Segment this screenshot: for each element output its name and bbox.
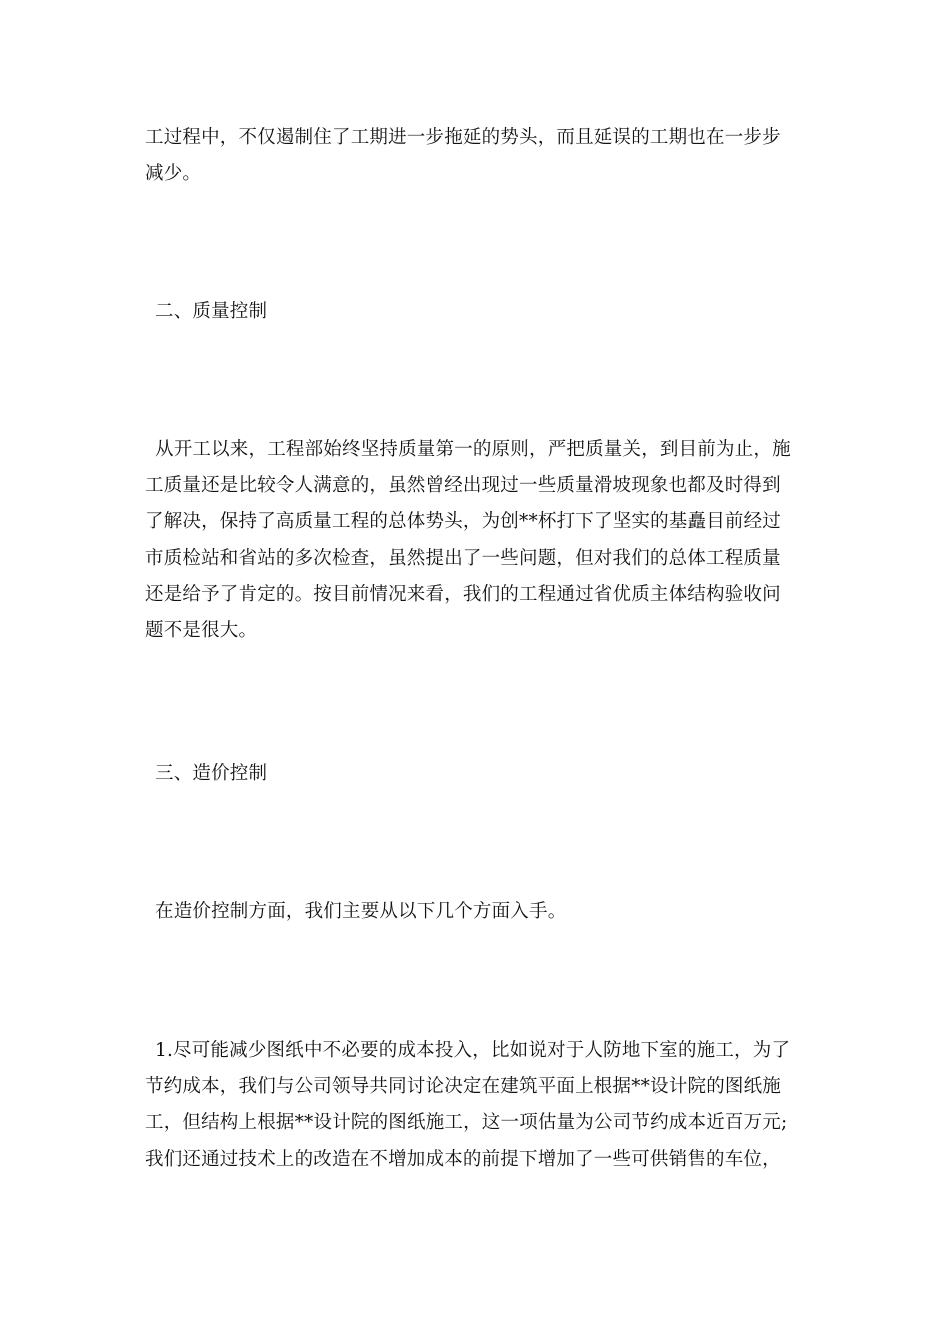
paragraph-line: 工过程中，不仅遏制住了工期进一步拖延的势头，而且延误的工期也在一步步 [145, 127, 781, 148]
paragraph-line: 我们还通过技术上的改造在不增加成本的前提下增加了一些可供销售的车位， [145, 1149, 781, 1170]
paragraph-line: 1.尽可能减少图纸中不必要的成本投入，比如说对于人防地下室的施工，为了 [155, 1040, 791, 1061]
section-heading-cost-control: 三、造价控制 [155, 763, 268, 784]
paragraph-line: 工，但结构上根据**设计院的图纸施工，这一项估量为公司节约成本近百万元; [145, 1112, 788, 1133]
cost-control-intro: 在造价控制方面，我们主要从以下几个方面入手。 [155, 901, 567, 922]
paragraph-line: 市质检站和省站的多次检查，虽然提出了一些问题，但对我们的总体工程质量 [145, 548, 781, 569]
paragraph-line: 工质量还是比较令人满意的，虽然曾经出现过一些质量滑坡现象也都及时得到 [145, 475, 781, 496]
paragraph-line: 从开工以来，工程部始终坚持质量第一的原则，严把质量关，到目前为止，施 [155, 439, 791, 460]
paragraph-line: 节约成本，我们与公司领导共同讨论决定在建筑平面上根据**设计院的图纸施 [145, 1076, 782, 1097]
section-heading-quality-control: 二、质量控制 [155, 301, 268, 322]
paragraph-line: 题不是很大。 [145, 620, 258, 641]
paragraph-line: 还是给予了肯定的。按目前情况来看，我们的工程通过省优质主体结构验收问 [145, 584, 781, 605]
paragraph-line: 减少。 [145, 163, 202, 184]
paragraph-line: 了解决，保持了高质量工程的总体势头，为创**杯打下了坚实的基矗目前经过 [145, 511, 782, 532]
